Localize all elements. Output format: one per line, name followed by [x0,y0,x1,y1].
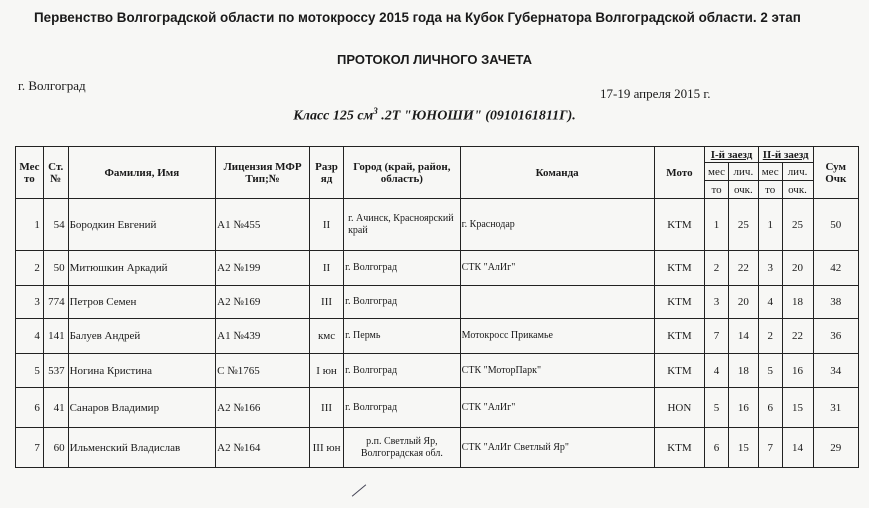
row-rank: II [310,251,344,286]
results-table [15,146,859,468]
row-num: 141 [43,319,68,354]
class-label [0,106,869,125]
row-moto: KTM [654,286,705,319]
table-row [16,199,859,251]
row-sum: 34 [813,354,859,388]
row-race1-points: 25 [728,199,758,251]
row-race1-points: 14 [728,319,758,354]
row-rank: II [310,199,344,251]
col-header-r1-place-b: то [705,181,729,199]
col-header-team: Команда [460,147,654,199]
col-header-name: Фамилия, Имя [68,147,216,199]
row-num: 774 [43,286,68,319]
city-label: г. Волгоград [18,78,86,93]
col-header-r1-pts-a: лич. [728,163,758,181]
class-label-post: .2Т "ЮНОШИ" (0910161811Г). [377,108,576,124]
row-place: 5 [16,354,44,388]
row-race1-place: 2 [705,251,729,286]
row-city: г. Волгоград [344,354,461,388]
class-label-pre: Класс 125 см [293,108,374,124]
row-race2-place: 1 [758,199,782,251]
row-name: Петров Семен [68,286,216,319]
row-race2-points: 20 [782,251,813,286]
row-moto: KTM [654,199,705,251]
row-race1-points: 20 [728,286,758,319]
table-row [16,388,859,428]
row-race1-place: 4 [705,354,729,388]
row-city: г. Ачинск, Красноярский край [344,199,461,251]
row-license: А1 №439 [216,319,310,354]
row-team: СТК "АлИг Светлый Яр" [460,428,654,468]
row-race1-place: 1 [705,199,729,251]
dates-label: 17-19 апреля 2015 г. [600,86,711,101]
row-team: Мотокросс Прикамье [460,319,654,354]
row-license: А2 №199 [216,251,310,286]
row-place: 2 [16,251,44,286]
row-race2-points: 18 [782,286,813,319]
row-license: А1 №455 [216,199,310,251]
row-city: г. Волгоград [344,286,461,319]
class-label-sup: 3 [373,106,378,116]
col-header-num: Ст. № [43,147,68,199]
row-race2-points: 16 [782,354,813,388]
row-sum: 38 [813,286,859,319]
row-name: Санаров Владимир [68,388,216,428]
row-race1-place: 5 [705,388,729,428]
row-race1-points: 15 [728,428,758,468]
row-rank: кмс [310,319,344,354]
row-race1-points: 22 [728,251,758,286]
row-team: г. Краснодар [460,199,654,251]
row-city: г. Волгоград [344,388,461,428]
row-place: 6 [16,388,44,428]
row-race2-place: 3 [758,251,782,286]
row-sum: 29 [813,428,859,468]
row-race2-points: 25 [782,199,813,251]
row-moto: KTM [654,251,705,286]
col-header-r2-place-a: мес [758,163,782,181]
row-race2-place: 2 [758,319,782,354]
row-license: С №1765 [216,354,310,388]
col-header-race2: II-й заезд [758,147,813,163]
row-race1-place: 3 [705,286,729,319]
document-title: Первенство Волгоградской области по мотокроссу 2015 года на Кубок Губернатора Волгоградской области. 2 этап [34,10,801,25]
row-race2-place: 5 [758,354,782,388]
col-header-rank: Разр яд [310,147,344,199]
col-header-r2-place-b: то [758,181,782,199]
row-num: 41 [43,388,68,428]
row-num: 50 [43,251,68,286]
col-header-place: Мес то [16,147,44,199]
row-license: А2 №164 [216,428,310,468]
row-sum: 42 [813,251,859,286]
row-team [460,286,654,319]
row-rank: III [310,388,344,428]
row-rank: I юн [310,354,344,388]
row-race2-points: 15 [782,388,813,428]
table-row [16,354,859,388]
row-race1-points: 16 [728,388,758,428]
row-name: Балуев Андрей [68,319,216,354]
row-team: СТК "АлИг" [460,251,654,286]
row-race2-place: 7 [758,428,782,468]
row-moto: HON [654,388,705,428]
row-race2-place: 4 [758,286,782,319]
row-name: Ильменский Владислав [68,428,216,468]
col-header-city: Город (край, район, область) [344,147,461,199]
row-city: р.п. Светлый Яр, Волгоградская обл. [344,428,461,468]
row-moto: KTM [654,354,705,388]
col-header-race1: I-й заезд [705,147,759,163]
row-team: СТК "АлИг" [460,388,654,428]
row-rank: III юн [310,428,344,468]
col-header-r1-place-a: мес [705,163,729,181]
col-header-r2-pts-b: очк. [782,181,813,199]
col-header-license: Лицензия МФР Тип;№ [216,147,310,199]
row-sum: 31 [813,388,859,428]
row-city: г. Волгоград [344,251,461,286]
row-race2-points: 14 [782,428,813,468]
row-team: СТК "МоторПарк" [460,354,654,388]
row-moto: KTM [654,428,705,468]
col-header-moto: Мото [654,147,705,199]
row-moto: KTM [654,319,705,354]
signature-stroke [352,484,366,496]
row-license: А2 №169 [216,286,310,319]
table-row [16,428,859,468]
col-header-r1-pts-b: очк. [728,181,758,199]
document-subtitle: ПРОТОКОЛ ЛИЧНОГО ЗАЧЕТА [336,52,533,67]
row-race1-place: 6 [705,428,729,468]
row-place: 7 [16,428,44,468]
table-row [16,251,859,286]
row-race1-points: 18 [728,354,758,388]
row-city: г. Пермь [344,319,461,354]
row-license: А2 №166 [216,388,310,428]
row-race1-place: 7 [705,319,729,354]
row-name: Митюшкин Аркадий [68,251,216,286]
row-num: 60 [43,428,68,468]
row-rank: III [310,286,344,319]
row-num: 54 [43,199,68,251]
col-header-sum: Сум Очк [813,147,859,199]
row-num: 537 [43,354,68,388]
row-place: 3 [16,286,44,319]
row-race2-place: 6 [758,388,782,428]
row-place: 1 [16,199,44,251]
row-place: 4 [16,319,44,354]
row-name: Бородкин Евгений [68,199,216,251]
row-name: Ногина Кристина [68,354,216,388]
table-row [16,286,859,319]
row-sum: 50 [813,199,859,251]
row-race2-points: 22 [782,319,813,354]
row-sum: 36 [813,319,859,354]
table-row [16,319,859,354]
col-header-r2-pts-a: лич. [782,163,813,181]
